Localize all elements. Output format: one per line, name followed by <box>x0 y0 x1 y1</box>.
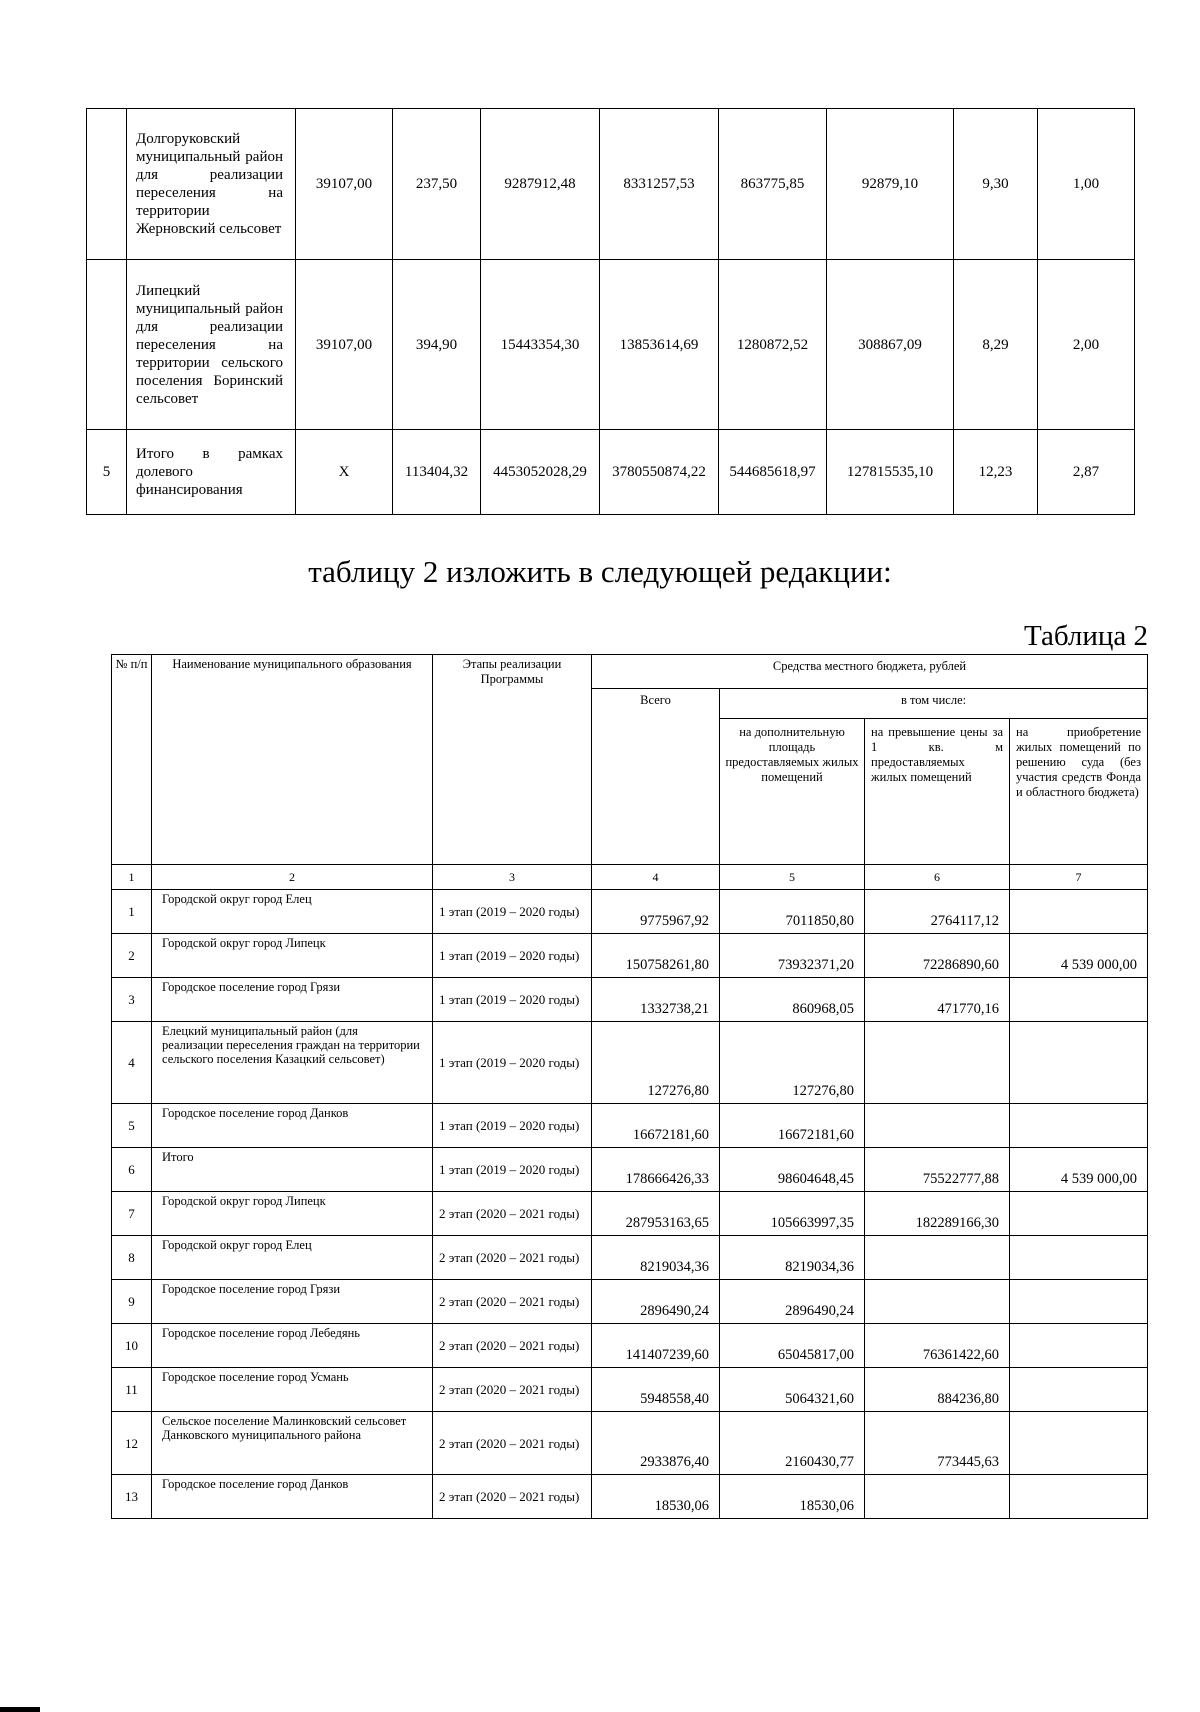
row-municipality: Городское поселение город Лебедянь <box>152 1324 433 1368</box>
row-price-excess <box>865 1022 1010 1104</box>
colnum: 4 <box>592 865 720 890</box>
table-row <box>112 1280 1148 1324</box>
row-court-decision <box>1010 1280 1148 1324</box>
row-additional-area: 65045817,00 <box>720 1324 865 1368</box>
row-price-excess: 471770,16 <box>865 978 1010 1022</box>
row-total: 127276,80 <box>592 1022 720 1104</box>
row-number: 5 <box>112 1104 152 1148</box>
header-sub2: на превышение цены за 1 кв. м предоставляемых жилых помещений <box>865 719 1010 865</box>
header-incl: в том числе: <box>720 689 1148 719</box>
row-additional-area: 2896490,24 <box>720 1280 865 1324</box>
row-stage: 2 этап (2020 – 2021 годы) <box>433 1280 592 1324</box>
table1-row <box>87 260 1135 430</box>
row-stage: 1 этап (2019 – 2020 годы) <box>433 1148 592 1192</box>
table1-row-num: 5 <box>87 430 127 515</box>
row-court-decision <box>1010 1412 1148 1475</box>
row-number: 9 <box>112 1280 152 1324</box>
row-court-decision <box>1010 1022 1148 1104</box>
header-total: Всего <box>592 689 720 865</box>
row-price-excess: 773445,63 <box>865 1412 1010 1475</box>
table1-cell: 1280872,52 <box>719 260 827 430</box>
row-stage: 1 этап (2019 – 2020 годы) <box>433 1022 592 1104</box>
table-row <box>112 934 1148 978</box>
row-number: 10 <box>112 1324 152 1368</box>
row-court-decision <box>1010 1475 1148 1519</box>
table1-row <box>87 109 1135 260</box>
colnum: 5 <box>720 865 865 890</box>
table-row <box>112 890 1148 934</box>
table-row <box>112 1475 1148 1519</box>
table1-cell: 3780550874,22 <box>600 430 719 515</box>
row-stage: 2 этап (2020 – 2021 годы) <box>433 1368 592 1412</box>
row-price-excess <box>865 1236 1010 1280</box>
scan-mark <box>0 1707 40 1712</box>
row-price-excess <box>865 1104 1010 1148</box>
row-court-decision: 4 539 000,00 <box>1010 1148 1148 1192</box>
table2-header-row <box>112 655 1148 689</box>
row-total: 1332738,21 <box>592 978 720 1022</box>
table1-cell: 39107,00 <box>296 109 393 260</box>
row-number: 7 <box>112 1192 152 1236</box>
row-municipality: Сельское поселение Малинковский сельсовет Данковского муниципального района <box>152 1412 433 1475</box>
row-number: 8 <box>112 1236 152 1280</box>
row-court-decision <box>1010 1192 1148 1236</box>
table1-cell: 394,90 <box>393 260 481 430</box>
row-number: 12 <box>112 1412 152 1475</box>
header-funds: Средства местного бюджета, рублей <box>592 655 1148 689</box>
colnum: 3 <box>433 865 592 890</box>
row-price-excess: 72286890,60 <box>865 934 1010 978</box>
row-stage: 1 этап (2019 – 2020 годы) <box>433 890 592 934</box>
table1-row-name: Липецкий муниципальный район для реализации переселения на территории сельского поселения Боринский сельсовет <box>127 260 296 430</box>
row-total: 287953163,65 <box>592 1192 720 1236</box>
row-total: 5948558,40 <box>592 1368 720 1412</box>
row-stage: 2 этап (2020 – 2021 годы) <box>433 1192 592 1236</box>
row-court-decision <box>1010 1104 1148 1148</box>
row-number: 13 <box>112 1475 152 1519</box>
row-price-excess <box>865 1475 1010 1519</box>
table-row <box>112 1236 1148 1280</box>
table1-cell: 8,29 <box>954 260 1038 430</box>
row-number: 3 <box>112 978 152 1022</box>
table-row <box>112 978 1148 1022</box>
table1-cell: 2,87 <box>1038 430 1135 515</box>
row-additional-area: 860968,05 <box>720 978 865 1022</box>
table1-cell: 113404,32 <box>393 430 481 515</box>
table1-cell: 12,23 <box>954 430 1038 515</box>
row-stage: 1 этап (2019 – 2020 годы) <box>433 934 592 978</box>
row-stage: 2 этап (2020 – 2021 годы) <box>433 1412 592 1475</box>
table1-cell: 9,30 <box>954 109 1038 260</box>
instruction-text: таблицу 2 изложить в следующей редакции: <box>308 554 892 589</box>
row-additional-area: 73932371,20 <box>720 934 865 978</box>
table2-colnum-row <box>112 865 1148 890</box>
table1-row-num <box>87 260 127 430</box>
table1-cell: 13853614,69 <box>600 260 719 430</box>
row-total: 9775967,92 <box>592 890 720 934</box>
row-total: 18530,06 <box>592 1475 720 1519</box>
table1 <box>86 108 1135 515</box>
row-court-decision: 4 539 000,00 <box>1010 934 1148 978</box>
row-price-excess: 884236,80 <box>865 1368 1010 1412</box>
table-row <box>112 1148 1148 1192</box>
header-stage: Этапы реализации Программы <box>433 655 592 865</box>
row-number: 1 <box>112 890 152 934</box>
table1-row-name: Долгоруковский муниципальный район для реализации переселения на территории Жерновский сельсовет <box>127 109 296 260</box>
row-number: 11 <box>112 1368 152 1412</box>
row-municipality: Городское поселение город Данков <box>152 1475 433 1519</box>
row-additional-area: 5064321,60 <box>720 1368 865 1412</box>
colnum: 7 <box>1010 865 1148 890</box>
row-total: 16672181,60 <box>592 1104 720 1148</box>
table1-cell: 15443354,30 <box>481 260 600 430</box>
table2 <box>111 654 1148 1519</box>
row-price-excess: 76361422,60 <box>865 1324 1010 1368</box>
row-court-decision <box>1010 1236 1148 1280</box>
row-municipality: Итого <box>152 1148 433 1192</box>
row-additional-area: 16672181,60 <box>720 1104 865 1148</box>
row-total: 150758261,80 <box>592 934 720 978</box>
table-row <box>112 1192 1148 1236</box>
row-price-excess: 182289166,30 <box>865 1192 1010 1236</box>
row-number: 6 <box>112 1148 152 1192</box>
table1-row <box>87 430 1135 515</box>
row-additional-area: 105663997,35 <box>720 1192 865 1236</box>
table1-cell: 127815535,10 <box>827 430 954 515</box>
row-municipality: Городской округ город Липецк <box>152 934 433 978</box>
row-stage: 1 этап (2019 – 2020 годы) <box>433 978 592 1022</box>
row-court-decision <box>1010 890 1148 934</box>
table-row <box>112 1104 1148 1148</box>
row-municipality: Городской округ город Липецк <box>152 1192 433 1236</box>
table1-cell: 308867,09 <box>827 260 954 430</box>
table2-body <box>112 890 1148 1519</box>
header-sub1: на дополнительную площадь предоставляемых жилых помещений <box>720 719 865 865</box>
colnum: 2 <box>152 865 433 890</box>
row-municipality: Городское поселение город Усмань <box>152 1368 433 1412</box>
row-municipality: Городское поселение город Грязи <box>152 1280 433 1324</box>
row-court-decision <box>1010 1324 1148 1368</box>
row-number: 2 <box>112 934 152 978</box>
table-row <box>112 1412 1148 1475</box>
table1-cell: 2,00 <box>1038 260 1135 430</box>
colnum: 1 <box>112 865 152 890</box>
table1-cell: 863775,85 <box>719 109 827 260</box>
table-row <box>112 1368 1148 1412</box>
row-price-excess: 2764117,12 <box>865 890 1010 934</box>
row-municipality: Городской округ город Елец <box>152 1236 433 1280</box>
table2-label: Таблица 2 <box>1023 620 1148 652</box>
row-court-decision <box>1010 978 1148 1022</box>
table1-cell: 544685618,97 <box>719 430 827 515</box>
row-municipality: Городское поселение город Данков <box>152 1104 433 1148</box>
row-municipality: Городское поселение город Грязи <box>152 978 433 1022</box>
row-total: 141407239,60 <box>592 1324 720 1368</box>
table1-cell: 1,00 <box>1038 109 1135 260</box>
row-total: 178666426,33 <box>592 1148 720 1192</box>
row-additional-area: 7011850,80 <box>720 890 865 934</box>
row-number: 4 <box>112 1022 152 1104</box>
row-municipality: Городской округ город Елец <box>152 890 433 934</box>
row-additional-area: 2160430,77 <box>720 1412 865 1475</box>
row-stage: 2 этап (2020 – 2021 годы) <box>433 1324 592 1368</box>
table1-cell: 9287912,48 <box>481 109 600 260</box>
table-row <box>112 1324 1148 1368</box>
row-stage: 2 этап (2020 – 2021 годы) <box>433 1475 592 1519</box>
table1-cell: 39107,00 <box>296 260 393 430</box>
row-additional-area: 98604648,45 <box>720 1148 865 1192</box>
table1-row-name: Итого в рамках долевого финансирования <box>127 430 296 515</box>
row-municipality: Елецкий муниципальный район (для реализации переселения граждан на территории сельского поселения Казацкий сельсовет) <box>152 1022 433 1104</box>
row-additional-area: 8219034,36 <box>720 1236 865 1280</box>
table1-cell: Х <box>296 430 393 515</box>
row-total: 2896490,24 <box>592 1280 720 1324</box>
row-total: 8219034,36 <box>592 1236 720 1280</box>
row-price-excess: 75522777,88 <box>865 1148 1010 1192</box>
table1-cell: 92879,10 <box>827 109 954 260</box>
row-stage: 1 этап (2019 – 2020 годы) <box>433 1104 592 1148</box>
header-num: № п/п <box>112 655 152 865</box>
row-stage: 2 этап (2020 – 2021 годы) <box>433 1236 592 1280</box>
row-court-decision <box>1010 1368 1148 1412</box>
table-row <box>112 1022 1148 1104</box>
table1-cell: 237,50 <box>393 109 481 260</box>
table1-cell: 4453052028,29 <box>481 430 600 515</box>
row-additional-area: 18530,06 <box>720 1475 865 1519</box>
row-additional-area: 127276,80 <box>720 1022 865 1104</box>
colnum: 6 <box>865 865 1010 890</box>
table1-row-num <box>87 109 127 260</box>
header-sub3: на приобретение жилых помещений по решению суда (без участия средств Фонда и областного бюджета) <box>1010 719 1148 865</box>
header-name: Наименование муниципального образования <box>152 655 433 865</box>
row-price-excess <box>865 1280 1010 1324</box>
table1-cell: 8331257,53 <box>600 109 719 260</box>
row-total: 2933876,40 <box>592 1412 720 1475</box>
